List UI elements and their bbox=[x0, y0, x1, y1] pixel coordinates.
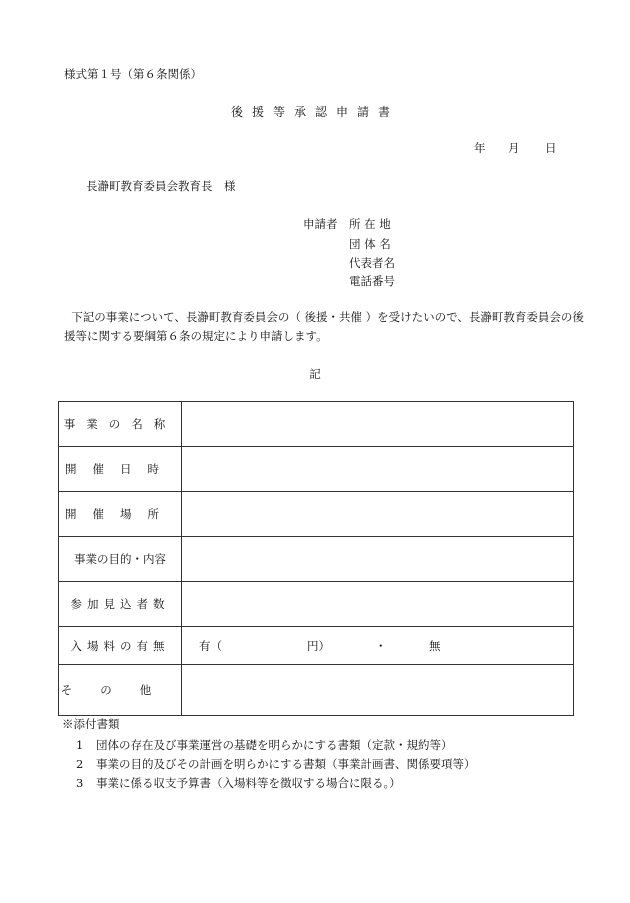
table-row-event-date bbox=[59, 447, 574, 492]
attachment-item bbox=[76, 756, 476, 772]
attachment-number: 1 bbox=[76, 738, 84, 752]
date-day: 日 bbox=[545, 141, 557, 155]
value-other[interactable] bbox=[182, 665, 574, 716]
fee-separator-dot: ・ bbox=[375, 638, 387, 653]
form-number: 様式第１号（第６条関係） bbox=[64, 67, 202, 81]
applicant-field-representative: 代表者名 bbox=[349, 256, 395, 270]
value-participants[interactable] bbox=[182, 582, 574, 627]
value-purpose[interactable] bbox=[182, 537, 574, 582]
value-venue[interactable] bbox=[182, 492, 574, 537]
applicant-label: 申請者 bbox=[303, 217, 338, 231]
fee-no[interactable]: 無 bbox=[429, 638, 441, 653]
attachment-number: 3 bbox=[76, 776, 84, 790]
table-row-other bbox=[59, 665, 574, 716]
recipient: 長瀞町教育委員会教育長 様 bbox=[86, 179, 236, 193]
label-purpose: 事業の目的・内容 bbox=[59, 537, 182, 582]
fee-yen-close: 円） bbox=[307, 638, 330, 653]
date-year: 年 bbox=[474, 141, 486, 155]
attachment-item bbox=[76, 737, 453, 753]
fee-yes-open[interactable]: 有（ bbox=[199, 638, 222, 653]
attachment-text: 団体の存在及び事業運営の基礎を明らかにする書類（定款・規約等） bbox=[96, 738, 453, 752]
value-event-date[interactable] bbox=[182, 447, 574, 492]
date-month: 月 bbox=[508, 141, 520, 155]
label-admission-fee: 入場料の有無 bbox=[59, 627, 182, 665]
label-event-date: 開催日時 bbox=[59, 447, 182, 492]
table-row-participants bbox=[59, 582, 574, 627]
body-text bbox=[64, 308, 584, 346]
value-event-name[interactable] bbox=[182, 402, 574, 447]
label-event-name: 事業の名称 bbox=[59, 402, 182, 447]
attachment-number: 2 bbox=[76, 757, 84, 771]
label-venue: 開催場所 bbox=[59, 492, 182, 537]
applicant-field-org-name: 団 体 名 bbox=[349, 237, 391, 251]
attachment-text: 事業に係る収支予算書（入場料等を徴収する場合に限る。） bbox=[96, 776, 401, 790]
applicant-field-address: 所 在 地 bbox=[349, 217, 391, 231]
body-sentence: 下記の事業について、長瀞町教育委員会の（ 後援・共催 ）を受けたいので、長瀞町教育委員会の後援等に関する要綱第６条の規定により申請します。 bbox=[64, 310, 584, 343]
date-line bbox=[474, 140, 557, 156]
table-row-admission-fee bbox=[59, 627, 574, 665]
applicant-field-phone: 電話番号 bbox=[349, 274, 395, 288]
table-row-event-name bbox=[59, 402, 574, 447]
value-admission-fee bbox=[182, 627, 574, 665]
document-title: 後援等承認申請書 bbox=[230, 105, 399, 119]
label-other: その他 bbox=[59, 665, 182, 716]
attachment-item bbox=[76, 775, 401, 791]
table-row-venue bbox=[59, 492, 574, 537]
ki-heading: 記 bbox=[309, 367, 321, 381]
application-table bbox=[58, 401, 574, 716]
attachment-text: 事業の目的及びその計画を明らかにする書類（事業計画書、関係要項等） bbox=[96, 757, 476, 771]
attachments-heading: ※添付書類 bbox=[62, 717, 120, 731]
table-row-purpose bbox=[59, 537, 574, 582]
label-participants: 参加見込者数 bbox=[59, 582, 182, 627]
